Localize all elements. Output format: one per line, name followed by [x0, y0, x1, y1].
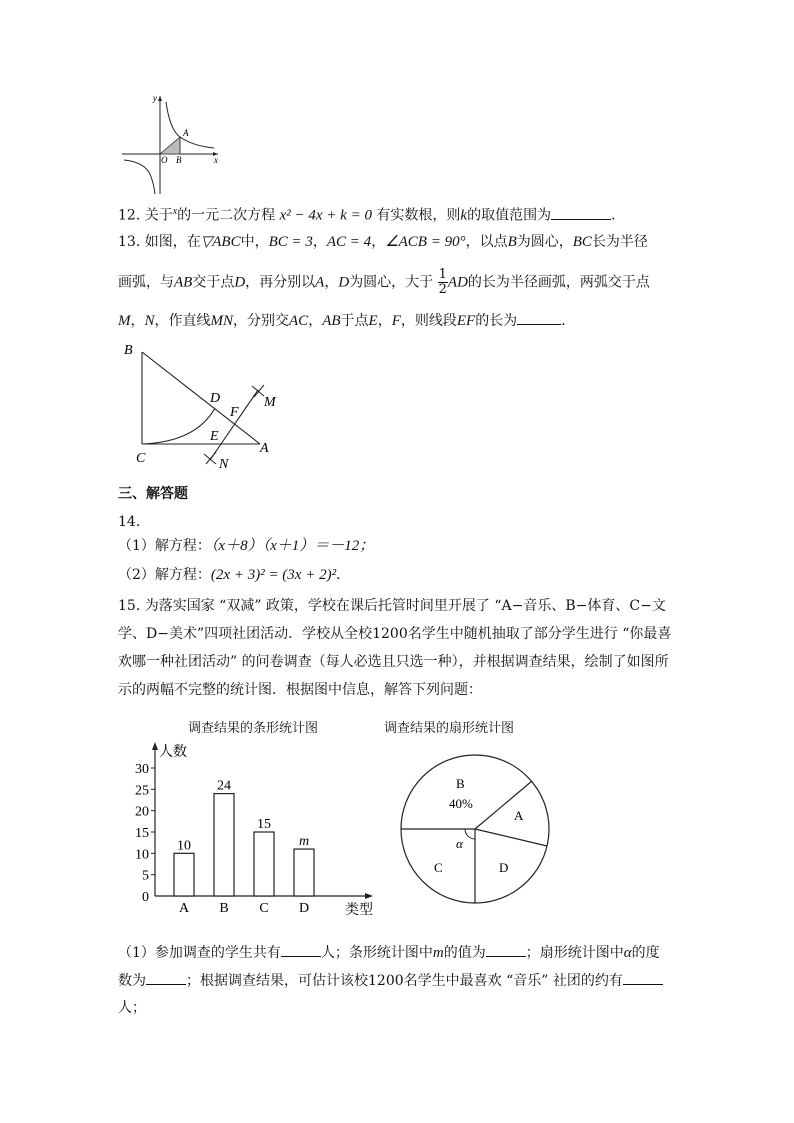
y-axis-arrow	[158, 96, 162, 101]
fraction-numerator: 1	[438, 267, 447, 282]
question-15-sub1-line-3: 人；	[118, 1000, 146, 1016]
bar-B	[214, 794, 234, 896]
label-a: A	[260, 441, 269, 456]
q13-text: 交于点	[192, 274, 235, 291]
q13-point-a: A	[315, 274, 325, 291]
q15-sub1-text: ；根据调查结果，可估计该校1200名学生中最喜欢 “音乐” 社团的约有	[186, 973, 623, 989]
q13-text: 画弧，与	[118, 274, 174, 291]
label-n: N	[219, 457, 229, 472]
bar-chart-title: 调查结果的条形统计图	[188, 721, 319, 736]
label-f: F	[230, 405, 239, 420]
bar-y-axis-arrow	[152, 742, 158, 750]
bar-y-tick-label: 20	[135, 804, 149, 820]
q13-text: ，	[371, 234, 386, 250]
q14-p2-equation: (2x + 3)² = (3x + 2)²	[210, 567, 337, 583]
q13-text: 的长为	[475, 313, 518, 329]
hyperbola-branch-2	[124, 160, 155, 194]
origin-label: O	[161, 155, 168, 165]
bar-value-label-B: 24	[217, 778, 231, 794]
pie-chart	[396, 748, 556, 908]
q13-point-m: M	[118, 313, 131, 329]
q12-text-4: 的取值范围为	[467, 207, 552, 224]
q13-seg-ab: AB	[322, 313, 341, 329]
q12-end: ．	[611, 207, 626, 224]
q13-text: 长为半径	[591, 234, 648, 250]
bar-value-label-D: m	[298, 834, 310, 850]
bar-y-tick-label: 0	[142, 890, 149, 905]
point-a-label: A	[183, 128, 189, 138]
bar-y-label: 人数	[159, 745, 187, 760]
question-15-line-3: 欢哪一种社团活动” 的问卷调查（每人必选且只选一种），并根据调查结果，绘制了如图所	[118, 654, 669, 670]
bar-category-label-D: D	[298, 901, 310, 916]
q13-seg-ac: AC	[289, 313, 309, 329]
q13-text: ，以点	[465, 234, 508, 250]
bar-chart	[125, 738, 385, 918]
q14-p1-equation: （x＋8）（x＋1）＝－12；	[210, 538, 375, 554]
q13-text: 为圆心，	[516, 234, 573, 250]
pie-label-d: D	[499, 860, 509, 875]
q15-sub1-text: ；扇形统计图中	[525, 945, 624, 961]
pie-divider-b-a	[475, 781, 532, 829]
pie-divider-a-d	[475, 829, 547, 846]
q13-text: 13. 如图，在	[118, 234, 201, 250]
q12-text-2: 的一元二次方程	[177, 207, 276, 224]
question-15-line-1: 15. 为落实国家 “双减” 政策，学校在课后托管时间里开展了 “A−音乐、B−体育、C−文	[118, 598, 666, 614]
q13-text: ，	[130, 313, 145, 329]
hyperbola-branch-1	[166, 102, 214, 148]
q13-text: ，作直线	[154, 313, 211, 329]
bar-y-tick-label: 10	[135, 847, 149, 863]
q13-point-e: E	[368, 313, 378, 329]
q13-answer-blank[interactable]	[517, 310, 561, 325]
q13-point-n: N	[144, 313, 155, 329]
bar-y-tick-label: 15	[135, 826, 149, 841]
q13-seg-mn: MN	[210, 313, 234, 329]
q13-text: 的长为半径画弧，两弧交于点	[467, 274, 650, 291]
q13-seg-ab: AB	[174, 274, 193, 291]
question-14-part-1	[118, 536, 374, 556]
q12-number: 12.	[118, 207, 141, 224]
q14-p1-label: （1）解方程：	[118, 538, 211, 554]
question-15-sub1-line-1	[118, 942, 660, 963]
question-14-number: 14.	[118, 514, 141, 530]
q13-point-f: F	[391, 313, 401, 329]
q13-point-d: D	[338, 274, 350, 291]
bar-value-label-C: 15	[257, 817, 271, 832]
y-axis-label: y	[153, 93, 157, 103]
triangle-figure	[118, 338, 288, 473]
bar-category-label-A: A	[178, 901, 190, 916]
q15-var-m: m	[432, 945, 444, 961]
question-13-line-2	[118, 268, 650, 297]
hyperbola-graph	[118, 90, 228, 200]
question-12	[118, 202, 625, 226]
q12-var-x: x	[172, 206, 178, 217]
q15-sub1-text: （1）参加调查的学生共有	[118, 945, 281, 961]
q13-text: ，	[324, 274, 339, 291]
label-e: E	[210, 429, 219, 444]
bar-y-tick-label: 25	[135, 783, 149, 799]
q12-text-3: 有实数根，则	[376, 207, 461, 224]
q13-text: ，再分别以	[245, 274, 316, 291]
q14-p2-label: （2）解方程：	[118, 567, 211, 583]
label-b: B	[124, 343, 133, 358]
q13-point-d: D	[234, 274, 246, 291]
q15-var-alpha: α	[623, 945, 632, 961]
fraction-denominator: 2	[438, 282, 447, 297]
label-m: M	[264, 395, 276, 410]
q13-seg-ad: AD	[447, 274, 468, 291]
q13-text: ，则线段	[400, 313, 457, 329]
pie-label-a: A	[514, 808, 524, 823]
bar-value-label-A: 10	[177, 838, 191, 854]
q13-point-b: B	[507, 234, 517, 250]
q15-sub1-text: 人；条形统计图中	[320, 945, 433, 961]
q13-text: ，分别交	[233, 313, 290, 329]
q13-end: ．	[561, 313, 576, 329]
q13-text: ，	[308, 313, 323, 329]
question-15-sub1-line-2	[118, 970, 663, 991]
pie-label-b-percent: 40%	[449, 796, 473, 811]
q13-text: 为圆心，大于	[349, 274, 434, 291]
x-axis-label: x	[214, 155, 218, 165]
side-ab	[142, 352, 260, 444]
shaded-triangle	[160, 137, 180, 154]
label-c: C	[136, 451, 146, 466]
q12-text-1: 关于	[144, 207, 173, 224]
q13-text: 于点	[340, 313, 369, 329]
bar-A	[174, 853, 194, 896]
q14-p2-end: ．	[336, 567, 351, 583]
q15-sub1-text: 数为	[118, 973, 146, 989]
question-14-part-2	[118, 565, 350, 585]
pie-label-c: C	[434, 860, 443, 875]
section-3-heading: 三、解答题	[118, 486, 188, 502]
q13-triangle: ▽ABC	[200, 234, 241, 250]
bar-C	[254, 832, 274, 896]
q13-text: 中，	[240, 234, 269, 250]
point-b-label: B	[176, 155, 182, 165]
bar-category-label-B: B	[219, 901, 229, 916]
q13-text: ，	[312, 234, 327, 250]
bar-x-label: 类型	[345, 903, 373, 918]
q13-bc: BC = 3	[268, 234, 313, 250]
bar-x-axis-arrow	[365, 893, 373, 899]
q13-seg-ef: EF	[456, 313, 476, 329]
q12-var-k: k	[460, 207, 468, 224]
question-15-line-2: 学、D−美术”四项社团活动．学校从全校1200名学生中随机抽取了部分学生进行 “你最喜	[118, 626, 672, 642]
q13-text: ，	[377, 313, 392, 329]
pie-label-b: B	[456, 776, 465, 791]
bar-y-tick-label: 30	[135, 762, 149, 777]
q15-alpha-blank[interactable]	[146, 970, 186, 985]
q13-seg-bc: BC	[572, 234, 592, 250]
question-15-line-4: 示的两幅不完整的统计图．根据图中信息，解答下列问题：	[118, 682, 482, 698]
alpha-angle-arc	[465, 829, 475, 839]
arc-cd	[142, 408, 215, 444]
bar-D	[294, 849, 314, 896]
question-13-line-1	[118, 232, 648, 252]
q13-ac: AC = 4	[326, 234, 372, 250]
q15-sub1-text: 的度	[631, 945, 660, 961]
q15-music-blank[interactable]	[623, 970, 663, 985]
label-d: D	[210, 391, 221, 406]
q15-total-blank[interactable]	[281, 942, 321, 957]
q12-answer-blank[interactable]	[551, 205, 611, 220]
q13-fraction	[438, 268, 448, 297]
bar-category-label-C: C	[259, 901, 269, 916]
q13-angle: ∠ACB = 90°	[385, 234, 466, 250]
pie-chart-title: 调查结果的扇形统计图	[384, 721, 515, 736]
q12-equation: x² − 4x + k = 0	[279, 207, 372, 224]
q15-m-blank[interactable]	[486, 942, 526, 957]
question-13-line-3	[118, 310, 575, 331]
pie-alpha-label: α	[456, 836, 463, 851]
q15-sub1-text: 的值为	[443, 945, 486, 961]
bar-y-tick-label: 5	[142, 868, 149, 884]
